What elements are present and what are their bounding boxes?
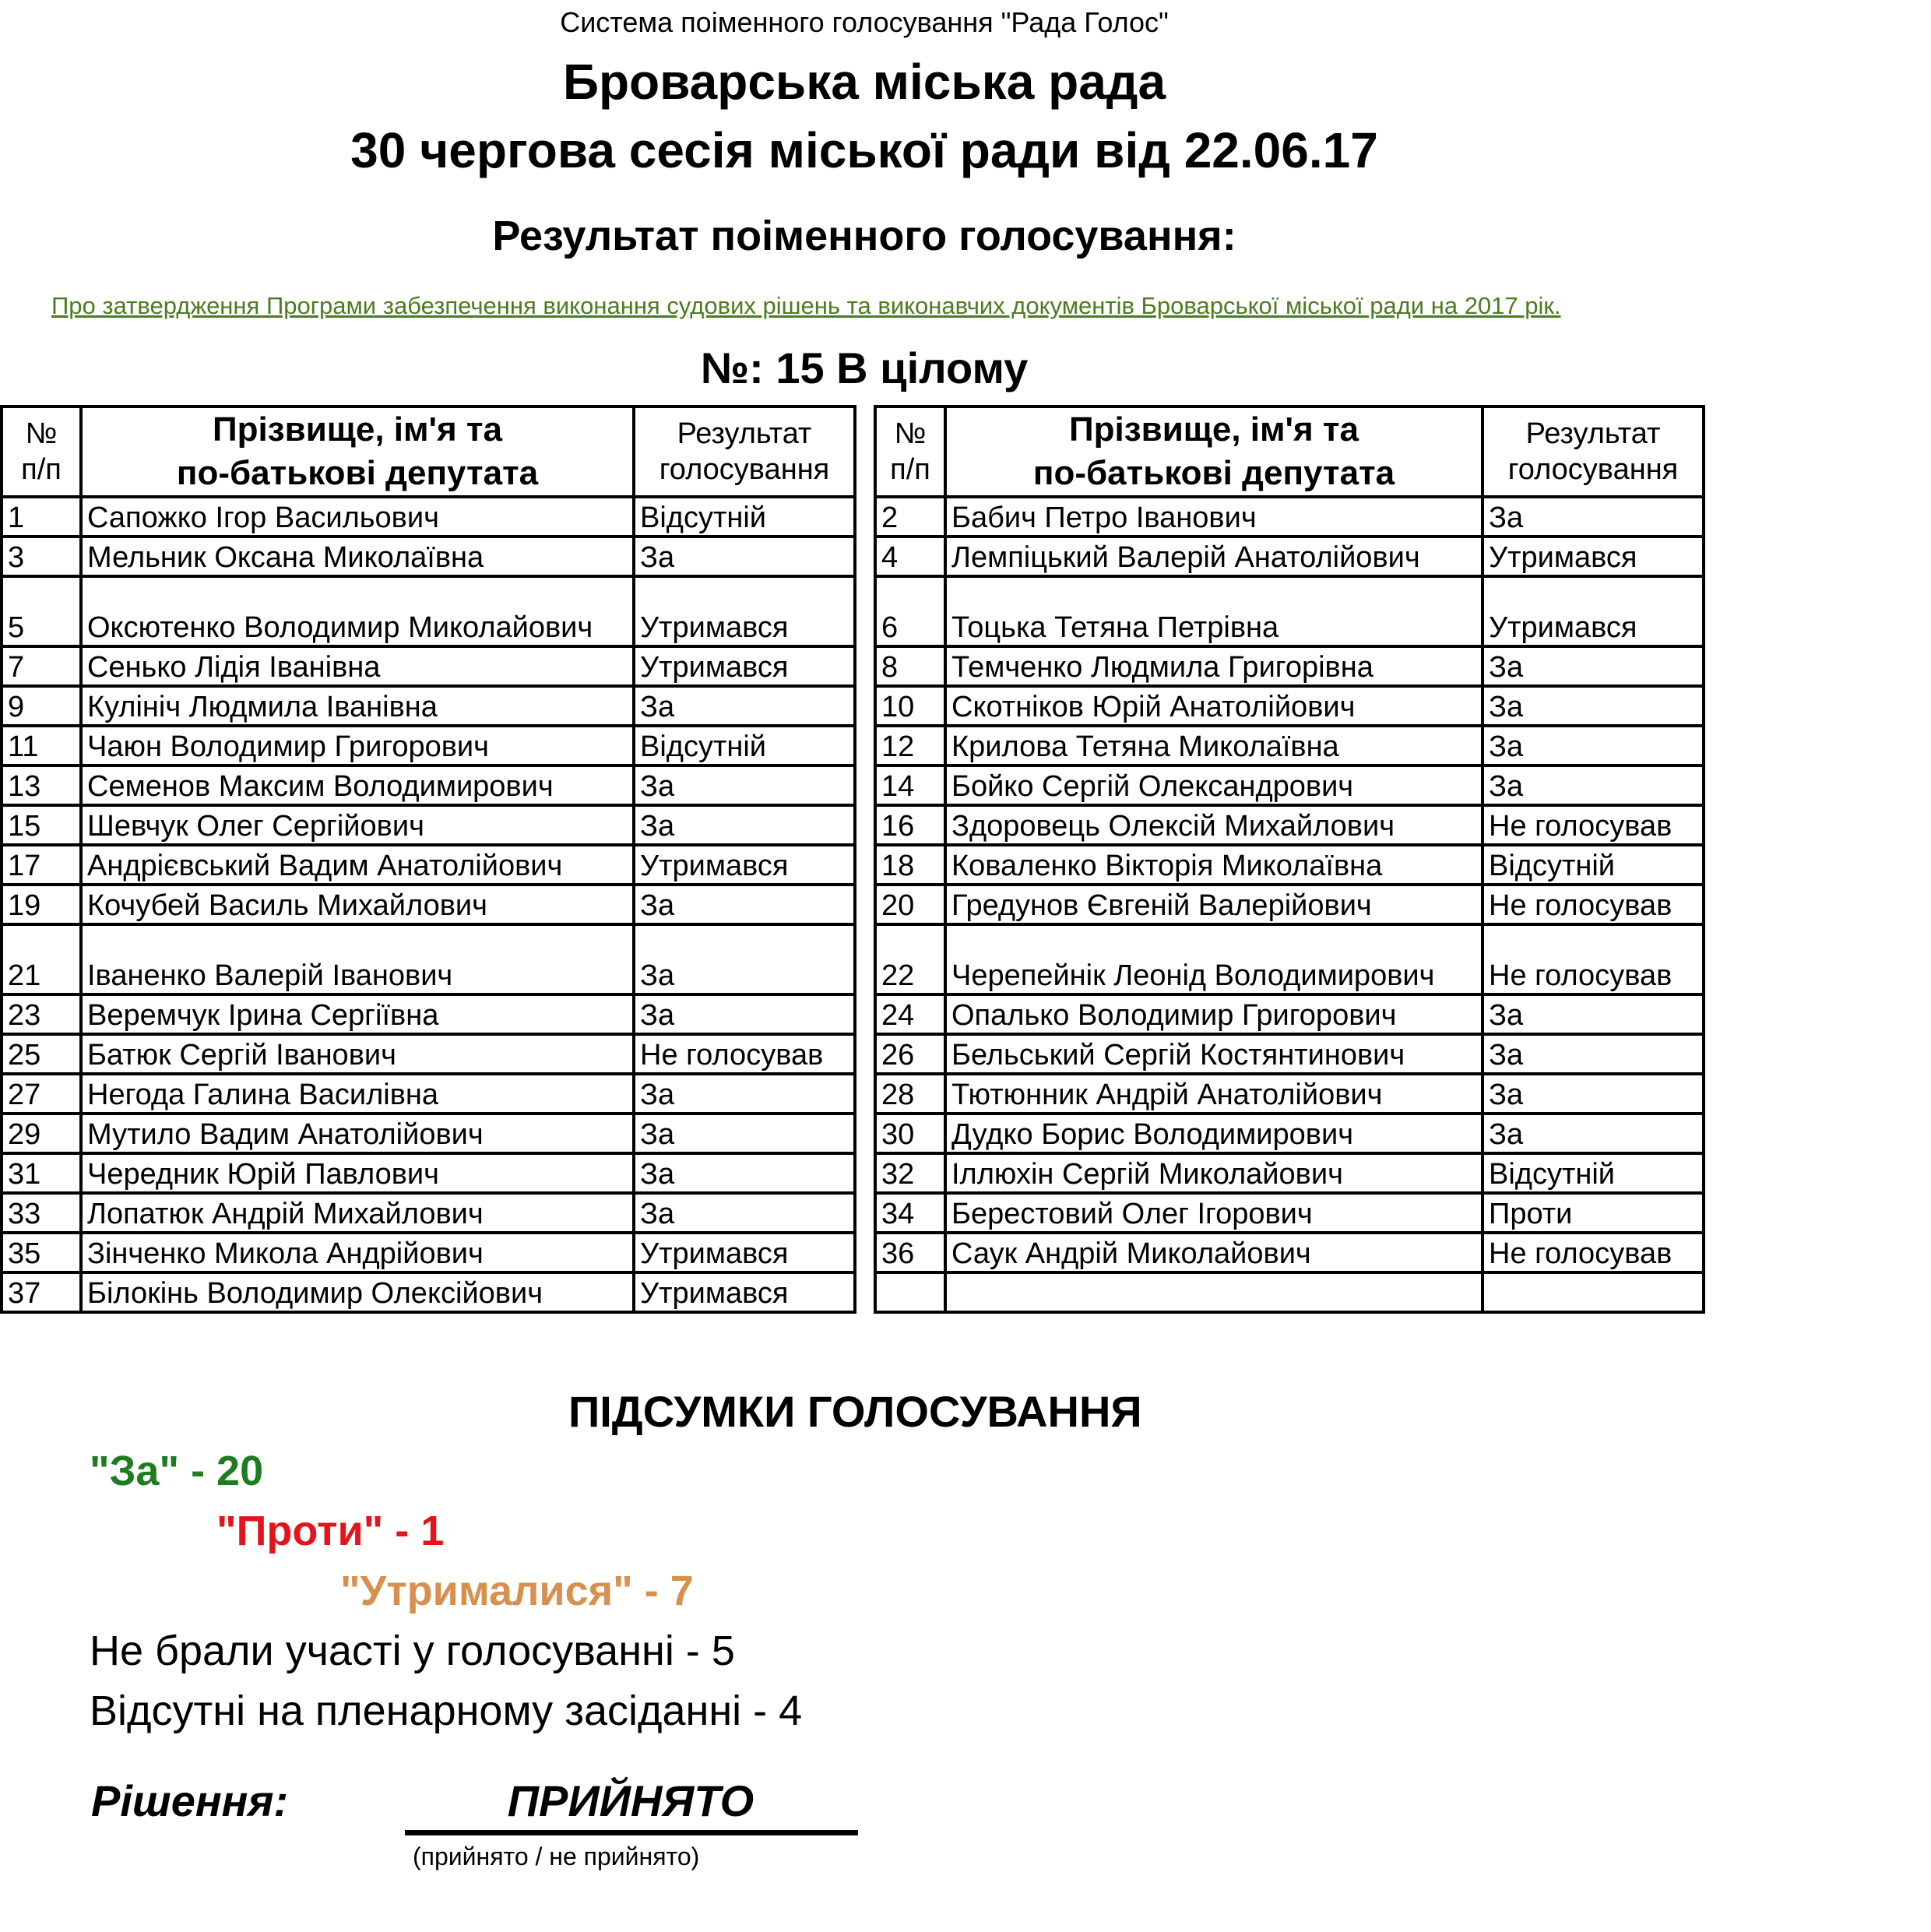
vote-number: №: 15 В цілому (700, 343, 1029, 392)
deputy-name: Кулініч Людмила Іванівна (81, 686, 634, 726)
row-number: 33 (2, 1193, 81, 1233)
table-row (2, 994, 855, 1034)
col-header-name: Прізвище, ім'я та по-батькові депутата (945, 406, 1483, 497)
vote-result: За (1483, 1034, 1704, 1074)
vote-result: За (634, 686, 855, 726)
vote-result: Не голосував (1483, 885, 1704, 924)
row-number: 22 (875, 924, 945, 994)
table-row (2, 686, 855, 726)
table-row (875, 924, 1704, 994)
table-row (875, 885, 1704, 924)
decision-label: Рішення: (91, 1776, 289, 1825)
deputy-name: Чередник Юрій Павлович (81, 1153, 634, 1193)
vote-result: Не голосував (634, 1034, 855, 1074)
summary-against: "Проти" - 1 (216, 1508, 445, 1554)
deputy-name: Лемпіцький Валерій Анатолійович (945, 537, 1483, 576)
deputy-name: Берестовий Олег Ігорович (945, 1193, 1483, 1233)
table-row (2, 845, 855, 885)
row-number: 8 (875, 646, 945, 686)
row-number: 3 (2, 537, 81, 576)
deputy-name: Мутило Вадим Анатолійович (81, 1114, 634, 1153)
table-row (875, 1193, 1704, 1233)
col-header-result: Результат голосування (634, 406, 855, 497)
vote-result: Утримався (634, 576, 855, 646)
table-row (2, 765, 855, 805)
table-row (875, 537, 1704, 576)
row-number: 4 (875, 537, 945, 576)
vote-result: За (634, 1074, 855, 1114)
summary-title: ПІДСУМКИ ГОЛОСУВАННЯ (568, 1387, 1142, 1436)
deputy-name: Бабич Петро Іванович (945, 497, 1483, 537)
deputy-name: Тоцька Тетяна Петрівна (945, 576, 1483, 646)
deputy-name: Опалько Володимир Григорович (945, 994, 1483, 1034)
row-number: 35 (2, 1233, 81, 1272)
row-number: 23 (2, 994, 81, 1034)
deputy-name: Саук Андрій Миколайович (945, 1233, 1483, 1272)
vote-result: За (634, 1193, 855, 1233)
summary-absent: Відсутні на пленарному засіданні - 4 (90, 1687, 803, 1734)
table-row (2, 924, 855, 994)
table-row (2, 1074, 855, 1114)
council-name: Броварська міська рада (562, 54, 1166, 110)
deputy-name (945, 1272, 1483, 1312)
table-row (2, 885, 855, 924)
vote-result: Утримався (1483, 576, 1704, 646)
deputy-name: Бельський Сергій Костянтинович (945, 1034, 1483, 1074)
row-number: 28 (875, 1074, 945, 1114)
decision-hint: (прийнято / не прийнято) (413, 1842, 700, 1870)
vote-result: За (634, 924, 855, 994)
vote-result: За (1483, 726, 1704, 765)
vote-result: За (1483, 1074, 1704, 1114)
vote-result: За (1483, 765, 1704, 805)
table-row (2, 1272, 855, 1312)
row-number: 24 (875, 994, 945, 1034)
row-number: 16 (875, 805, 945, 845)
vote-result: За (634, 1153, 855, 1193)
deputy-name: Білокінь Володимир Олексійович (81, 1272, 634, 1312)
table-row (875, 1272, 1704, 1312)
table-row (2, 1193, 855, 1233)
table-row (875, 1233, 1704, 1272)
vote-result: За (634, 537, 855, 576)
table-row (2, 537, 855, 576)
votes-table-right (874, 405, 1705, 1314)
row-number: 13 (2, 765, 81, 805)
vote-result: Проти (1483, 1193, 1704, 1233)
deputy-name: Іллюхін Сергій Миколайович (945, 1153, 1483, 1193)
deputy-name: Батюк Сергій Іванович (81, 1034, 634, 1074)
decision-value: ПРИЙНЯТО (507, 1776, 754, 1825)
table-row (875, 805, 1704, 845)
vote-result: Відсутній (634, 726, 855, 765)
deputy-name: Оксютенко Володимир Миколайович (81, 576, 634, 646)
vote-result: За (634, 765, 855, 805)
deputy-name: Веремчук Ірина Сергіївна (81, 994, 634, 1034)
row-number: 11 (2, 726, 81, 765)
vote-result: Не голосував (1483, 1233, 1704, 1272)
row-number: 17 (2, 845, 81, 885)
vote-result: Не голосував (1483, 924, 1704, 994)
table-row (875, 646, 1704, 686)
row-number: 36 (875, 1233, 945, 1272)
deputy-name: Іваненко Валерій Іванович (81, 924, 634, 994)
row-number: 2 (875, 497, 945, 537)
deputy-name: Мельник Оксана Миколаївна (81, 537, 634, 576)
row-number: 15 (2, 805, 81, 845)
session-title: 30 чергова сесія міської ради від 22.06.17 (350, 122, 1378, 178)
row-number: 37 (2, 1272, 81, 1312)
vote-result: Не голосував (1483, 805, 1704, 845)
deputy-name: Черепейнік Леонід Володимирович (945, 924, 1483, 994)
table-row (2, 805, 855, 845)
row-number: 25 (2, 1034, 81, 1074)
decision-underline (405, 1830, 858, 1835)
vote-result: Відсутній (634, 497, 855, 537)
table-row (875, 726, 1704, 765)
topic-link[interactable]: Про затвердження Програми забезпечення виконання судових рішень та виконавчих документів Броварської міської ради на 2017 рік. (51, 292, 1561, 319)
table-row (875, 845, 1704, 885)
deputy-name: Бойко Сергій Олександрович (945, 765, 1483, 805)
vote-result: Утримався (634, 1272, 855, 1312)
vote-result (1483, 1272, 1704, 1312)
vote-result: Утримався (634, 1233, 855, 1272)
vote-result: Відсутній (1483, 845, 1704, 885)
vote-result: За (1483, 994, 1704, 1034)
deputy-name: Здоровець Олексій Михайлович (945, 805, 1483, 845)
table-row (875, 1074, 1704, 1114)
table-row (2, 1233, 855, 1272)
summary-for: "За" - 20 (90, 1448, 264, 1494)
row-number: 30 (875, 1114, 945, 1153)
votes-table-left (0, 405, 856, 1314)
table-row (875, 765, 1704, 805)
table-row (875, 1153, 1704, 1193)
deputy-name: Шевчук Олег Сергійович (81, 805, 634, 845)
deputy-name: Дудко Борис Володимирович (945, 1114, 1483, 1153)
row-number: 21 (2, 924, 81, 994)
table-row (2, 1153, 855, 1193)
row-number (875, 1272, 945, 1312)
table-row (875, 994, 1704, 1034)
vote-result: За (634, 885, 855, 924)
row-number: 19 (2, 885, 81, 924)
table-row (875, 497, 1704, 537)
summary-not-voted: Не брали участі у голосуванні - 5 (90, 1628, 735, 1674)
row-number: 14 (875, 765, 945, 805)
row-number: 5 (2, 576, 81, 646)
vote-result: Утримався (634, 646, 855, 686)
col-header-no: № п/п (2, 406, 81, 497)
row-number: 27 (2, 1074, 81, 1114)
row-number: 6 (875, 576, 945, 646)
row-number: 9 (2, 686, 81, 726)
deputy-name: Сенько Лідія Іванівна (81, 646, 634, 686)
table-row (875, 1114, 1704, 1153)
deputy-name: Гредунов Євгеній Валерійович (945, 885, 1483, 924)
deputy-name: Негода Галина Василівна (81, 1074, 634, 1114)
col-header-name: Прізвище, ім'я та по-батькові депутата (81, 406, 634, 497)
table-row (875, 1034, 1704, 1074)
row-number: 18 (875, 845, 945, 885)
row-number: 10 (875, 686, 945, 726)
table-row (875, 576, 1704, 646)
row-number: 7 (2, 646, 81, 686)
deputy-name: Крилова Тетяна Миколаївна (945, 726, 1483, 765)
table-row (2, 646, 855, 686)
vote-result: Утримався (634, 845, 855, 885)
vote-result: За (1483, 686, 1704, 726)
vote-result: За (634, 1114, 855, 1153)
table-row (2, 497, 855, 537)
deputy-name: Тютюнник Андрій Анатолійович (945, 1074, 1483, 1114)
table-row (2, 1114, 855, 1153)
deputy-name: Скотніков Юрій Анатолійович (945, 686, 1483, 726)
table-row (875, 686, 1704, 726)
row-number: 29 (2, 1114, 81, 1153)
deputy-name: Темченко Людмила Григорівна (945, 646, 1483, 686)
row-number: 34 (875, 1193, 945, 1233)
vote-result: Відсутній (1483, 1153, 1704, 1193)
row-number: 12 (875, 726, 945, 765)
vote-result: За (634, 805, 855, 845)
table-row (2, 726, 855, 765)
row-number: 32 (875, 1153, 945, 1193)
col-header-no: № п/п (875, 406, 945, 497)
table-row (2, 576, 855, 646)
row-number: 31 (2, 1153, 81, 1193)
deputy-name: Чаюн Володимир Григорович (81, 726, 634, 765)
table-row (2, 1034, 855, 1074)
vote-result: За (1483, 646, 1704, 686)
vote-result: За (1483, 497, 1704, 537)
summary-abstain: "Утрималися" - 7 (340, 1568, 694, 1614)
vote-result: За (634, 994, 855, 1034)
deputy-name: Семенов Максим Володимирович (81, 765, 634, 805)
row-number: 26 (875, 1034, 945, 1074)
row-number: 20 (875, 885, 945, 924)
result-title: Результат поіменного голосування: (492, 213, 1236, 259)
vote-result: За (1483, 1114, 1704, 1153)
deputy-name: Коваленко Вікторія Миколаївна (945, 845, 1483, 885)
deputy-name: Андрієвський Вадим Анатолійович (81, 845, 634, 885)
vote-result: Утримався (1483, 537, 1704, 576)
system-name: Система поіменного голосування "Рада Голос" (560, 6, 1169, 38)
deputy-name: Лопатюк Андрій Михайлович (81, 1193, 634, 1233)
col-header-result: Результат голосування (1483, 406, 1704, 497)
deputy-name: Кочубей Василь Михайлович (81, 885, 634, 924)
deputy-name: Зінченко Микола Андрійович (81, 1233, 634, 1272)
row-number: 1 (2, 497, 81, 537)
deputy-name: Сапожко Ігор Васильович (81, 497, 634, 537)
